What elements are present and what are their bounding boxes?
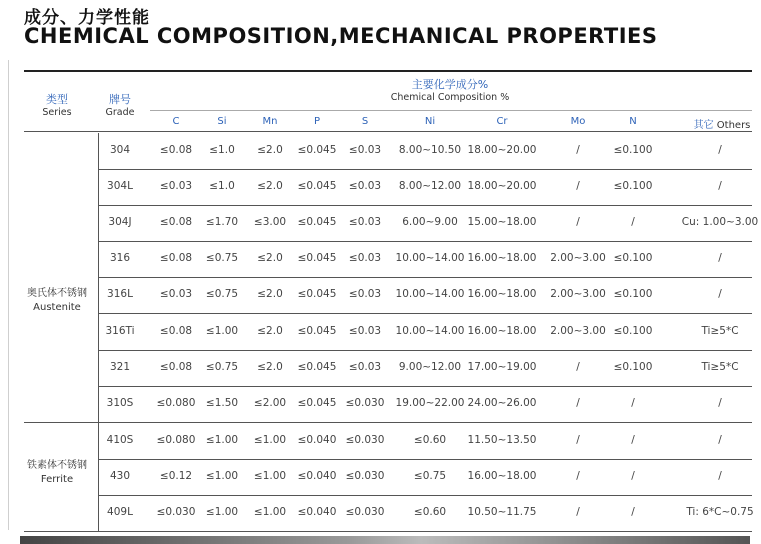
cell-cr: 16.00~18.00 [467,470,537,482]
cell-mn: ≤2.0 [257,180,283,192]
composition-header-cn: 主要化学成分% [411,78,489,91]
cell-p: ≤0.045 [297,216,337,228]
column-header-mo: Mo [570,116,586,127]
cell-mn: ≤2.0 [257,361,283,373]
cell-ni: 10.00~14.00 [395,252,465,264]
grade-cell: 316 [109,252,131,264]
row-separator [24,422,752,423]
cell-mo: 2.00~3.00 [550,288,606,300]
cell-p: ≤0.045 [297,252,337,264]
cell-n: / [631,506,635,518]
cell-n: ≤0.100 [613,180,653,192]
cell-s: ≤0.03 [348,144,382,156]
cell-si: ≤1.0 [209,144,235,156]
grade-header [92,93,148,119]
table-top-rule [24,70,752,72]
column-header-p: P [313,116,321,127]
cell-si: ≤1.00 [205,470,239,482]
cell-p: ≤0.045 [297,144,337,156]
cell-c: ≤0.08 [159,144,193,156]
header-left-rule [24,131,150,132]
cell-mo: / [576,434,580,446]
cell-cr: 16.00~18.00 [467,325,537,337]
bottom-decor-band [20,536,750,544]
grade-cell: 304J [108,216,132,228]
column-header-n: N [629,116,637,127]
row-separator [98,386,752,387]
cell-s: ≤0.03 [348,216,382,228]
cell-cr: 11.50~13.50 [467,434,537,446]
column-header-mn: Mn [262,116,278,127]
cell-p: ≤0.040 [297,506,337,518]
row-separator [98,495,752,496]
cell-s: ≤0.03 [348,252,382,264]
series-austenite-cn: 奥氏体不锈钢 [27,288,87,299]
cell-si: ≤1.00 [205,506,239,518]
cell-mo: 2.00~3.00 [550,325,606,337]
cell-p: ≤0.040 [297,470,337,482]
cell-mn: ≤1.00 [253,470,287,482]
cell-si: ≤0.75 [205,361,239,373]
page-title-cn: 成分、力学性能 [24,8,150,28]
grade-cell: 316L [107,288,133,300]
cell-c: ≤0.08 [159,325,193,337]
others-header [690,116,754,131]
cell-si: ≤0.75 [205,252,239,264]
cell-p: ≤0.045 [297,288,337,300]
grade-cell: 409L [107,506,133,518]
composition-header-en: Chemical Composition % [390,91,510,103]
grade-header-cn: 牌号 [109,93,131,106]
cell-si: ≤1.00 [205,434,239,446]
cell-ni: 8.00~12.00 [398,180,462,192]
cell-others: Ti≥5*C [701,361,739,373]
row-separator [98,241,752,242]
cell-mn: ≤2.0 [257,288,283,300]
cell-p: ≤0.045 [297,325,337,337]
cell-si: ≤1.70 [205,216,239,228]
composition-subrule [150,110,752,111]
cell-si: ≤0.75 [205,288,239,300]
grade-cell: 304 [109,144,131,156]
row-separator [98,350,752,351]
row-separator [98,205,752,206]
cell-ni: 9.00~12.00 [398,361,462,373]
series-ferrite [18,459,96,487]
cell-p: ≤0.045 [297,361,337,373]
side-divider [8,60,9,530]
cell-ni: 6.00~9.00 [402,216,458,228]
cell-n: / [631,397,635,409]
cell-mn: ≤2.0 [257,325,283,337]
cell-mo: / [576,506,580,518]
cell-others: / [718,470,722,482]
column-header-c: C [172,116,180,127]
cell-p: ≤0.045 [297,180,337,192]
cell-others: Ti: 6*C~0.75 [686,506,754,518]
cell-cr: 17.00~19.00 [467,361,537,373]
cell-si: ≤1.50 [205,397,239,409]
cell-mo: 2.00~3.00 [550,252,606,264]
series-ferrite-en: Ferrite [40,474,74,485]
cell-cr: 16.00~18.00 [467,252,537,264]
cell-s: ≤0.03 [348,325,382,337]
cell-mn: ≤2.0 [257,252,283,264]
cell-cr: 16.00~18.00 [467,288,537,300]
cell-others: Cu: 1.00~3.00 [681,216,759,228]
cell-si: ≤1.0 [209,180,235,192]
cell-others: / [718,397,722,409]
others-header-en: Others [716,120,751,131]
row-separator [24,531,752,532]
cell-s: ≤0.03 [348,180,382,192]
cell-s: ≤0.030 [345,470,385,482]
cell-ni: 10.00~14.00 [395,288,465,300]
row-separator [98,313,752,314]
cell-n: ≤0.100 [613,325,653,337]
cell-mo: / [576,470,580,482]
column-header-ni: Ni [424,116,436,127]
series-header-en: Series [42,106,72,118]
column-header-s: S [361,116,369,127]
cell-c: ≤0.03 [159,288,193,300]
grade-cell: 430 [109,470,131,482]
cell-si: ≤1.00 [205,325,239,337]
cell-cr: 18.00~20.00 [467,180,537,192]
grade-column-divider [98,133,99,531]
cell-mo: / [576,216,580,228]
cell-mn: ≤2.00 [253,397,287,409]
cell-mn: ≤2.0 [257,144,283,156]
cell-cr: 15.00~18.00 [467,216,537,228]
series-ferrite-cn: 铁素体不锈钢 [27,460,87,471]
grade-cell: 316Ti [105,325,135,337]
cell-mn: ≤3.00 [253,216,287,228]
cell-others: / [718,434,722,446]
cell-n: ≤0.100 [613,288,653,300]
series-header [24,93,90,119]
cell-mn: ≤1.00 [253,506,287,518]
cell-s: ≤0.03 [348,288,382,300]
cell-c: ≤0.12 [159,470,193,482]
others-header-cn: 其它 [693,120,714,131]
composition-header [150,78,750,104]
cell-c: ≤0.08 [159,252,193,264]
cell-mn: ≤1.00 [253,434,287,446]
row-separator [98,169,752,170]
cell-s: ≤0.03 [348,361,382,373]
grade-header-en: Grade [105,106,135,118]
cell-ni: 19.00~22.00 [395,397,465,409]
cell-ni: ≤0.60 [413,506,447,518]
cell-cr: 10.50~11.75 [467,506,537,518]
cell-n: ≤0.100 [613,144,653,156]
grade-cell: 321 [109,361,131,373]
cell-mo: / [576,144,580,156]
cell-c: ≤0.08 [159,216,193,228]
header-bottom-rule [150,131,752,132]
cell-mo: / [576,361,580,373]
cell-n: ≤0.100 [613,361,653,373]
cell-others: / [718,252,722,264]
series-austenite-en: Austenite [33,302,81,313]
cell-n: ≤0.100 [613,252,653,264]
series-header-cn: 类型 [46,93,68,106]
cell-c: ≤0.08 [159,361,193,373]
column-header-si: Si [217,116,227,127]
cell-n: / [631,434,635,446]
cell-cr: 24.00~26.00 [467,397,537,409]
column-header-cr: Cr [496,116,508,127]
row-separator [98,459,752,460]
cell-n: / [631,216,635,228]
page-title-en: CHEMICAL COMPOSITION,MECHANICAL PROPERTIES [24,24,658,48]
cell-others: / [718,144,722,156]
cell-s: ≤0.030 [345,397,385,409]
cell-c: ≤0.080 [156,397,196,409]
cell-ni: 10.00~14.00 [395,325,465,337]
cell-ni: ≤0.75 [413,470,447,482]
cell-others: / [718,288,722,300]
cell-c: ≤0.03 [159,180,193,192]
cell-ni: 8.00~10.50 [398,144,462,156]
cell-s: ≤0.030 [345,506,385,518]
cell-p: ≤0.040 [297,434,337,446]
cell-others: / [718,180,722,192]
grade-cell: 310S [106,397,134,409]
cell-mo: / [576,397,580,409]
cell-ni: ≤0.60 [413,434,447,446]
cell-n: / [631,470,635,482]
cell-s: ≤0.030 [345,434,385,446]
cell-c: ≤0.030 [156,506,196,518]
cell-c: ≤0.080 [156,434,196,446]
row-separator [98,277,752,278]
cell-p: ≤0.045 [297,397,337,409]
cell-mo: / [576,180,580,192]
grade-cell: 304L [107,180,133,192]
cell-cr: 18.00~20.00 [467,144,537,156]
cell-others: Ti≥5*C [701,325,739,337]
series-austenite [18,287,96,315]
grade-cell: 410S [106,434,134,446]
